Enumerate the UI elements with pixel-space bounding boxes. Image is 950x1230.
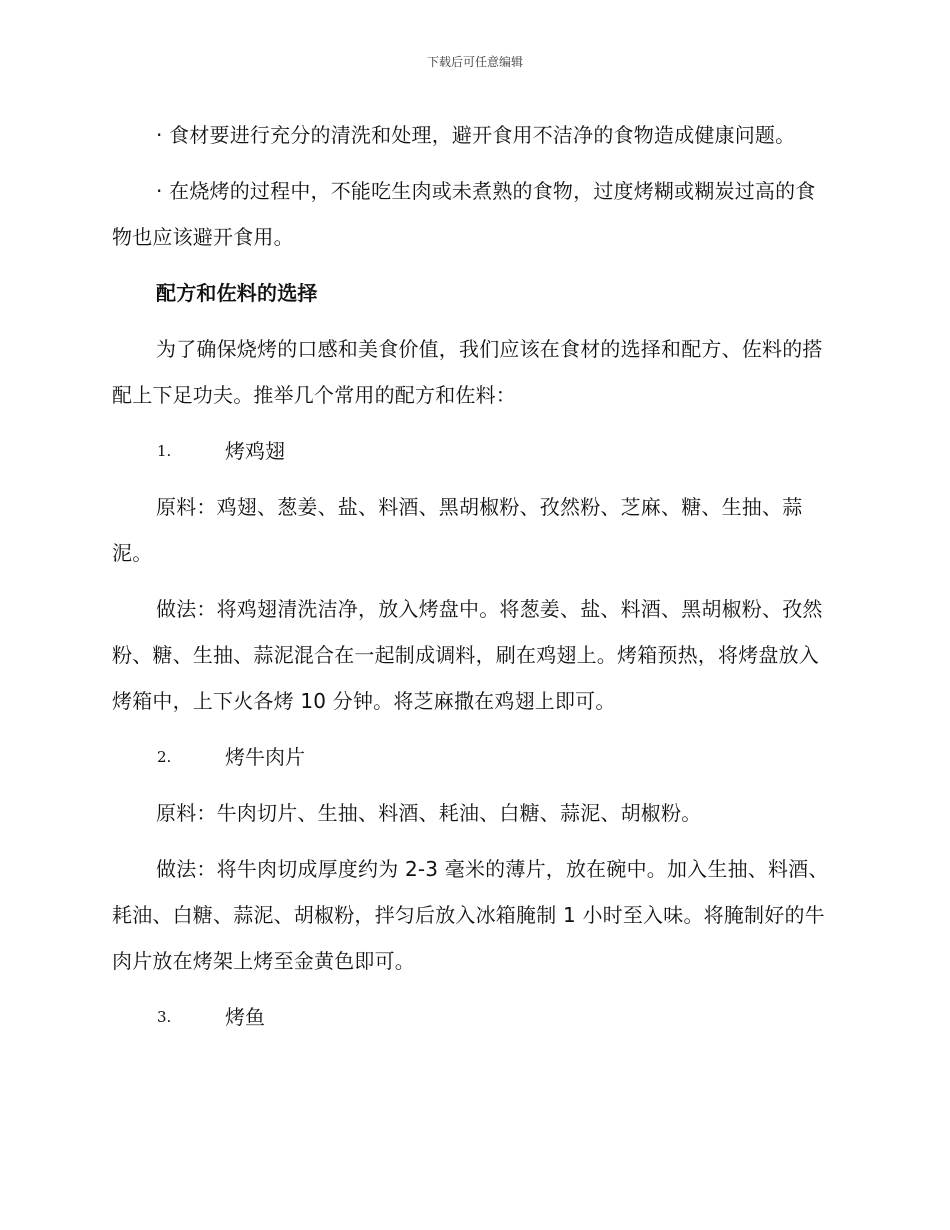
recipe-number: 3. [157,1008,172,1026]
recipe-item-3 [112,994,832,1040]
recipe-ingredients: 原料：鸡翅、葱姜、盐、料酒、黑胡椒粉、孜然粉、芝麻、糖、生抽、蒜泥。 [112,495,803,565]
recipe-method: 做法：将鸡翅清洗洁净，放入烤盘中。将葱姜、盐、料酒、黑胡椒粉、孜然粉、糖、生抽、蒜泥混合在一起制成调料，刷在鸡翅上。烤箱预热，将烤盘放入烤箱中，上下火各烤 10 分钟。将芝麻撒在鸡翅上即可。 [112,597,823,713]
paragraph-intro: 为了确保烧烤的口感和美食价值，我们应该在食材的选择和配方、佐料的搭配上下足功夫。推举几个常用的配方和佐料： [112,337,823,407]
document-body [112,112,832,1050]
recipe-title: 烤鱼 [225,1005,265,1029]
paragraph-food-cleaning: · 食材要进行充分的清洗和处理，避开食用不洁净的食物造成健康问题。 [156,123,796,147]
recipe-method: 做法：将牛肉切成厚度约为 2-3 毫米的薄片，放在碗中。加入生抽、料酒、耗油、白糖、蒜泥、胡椒粉，拌匀后放入冰箱腌制 1 小时至入味。将腌制好的牛肉片放在烤架上烤至金黄色即可。 [112,857,829,973]
recipe-number: 1. [157,442,172,460]
recipe-item-1 [112,428,832,474]
paragraph-raw-meat-warning: · 在烧烤的过程中，不能吃生肉或未煮熟的食物，过度烤糊或糊炭过高的食物也应该避开食用。 [112,179,816,249]
section-heading: 配方和佐料的选择 [156,281,318,305]
recipe-number: 2. [157,748,172,766]
page-header: 下载后可任意编辑 [426,55,523,69]
recipe-title: 烤牛肉片 [225,745,305,769]
recipe-item-2 [112,734,832,780]
recipe-ingredients: 原料：牛肉切片、生抽、料酒、耗油、白糖、蒜泥、胡椒粉。 [156,801,702,825]
recipe-title: 烤鸡翅 [225,439,285,463]
